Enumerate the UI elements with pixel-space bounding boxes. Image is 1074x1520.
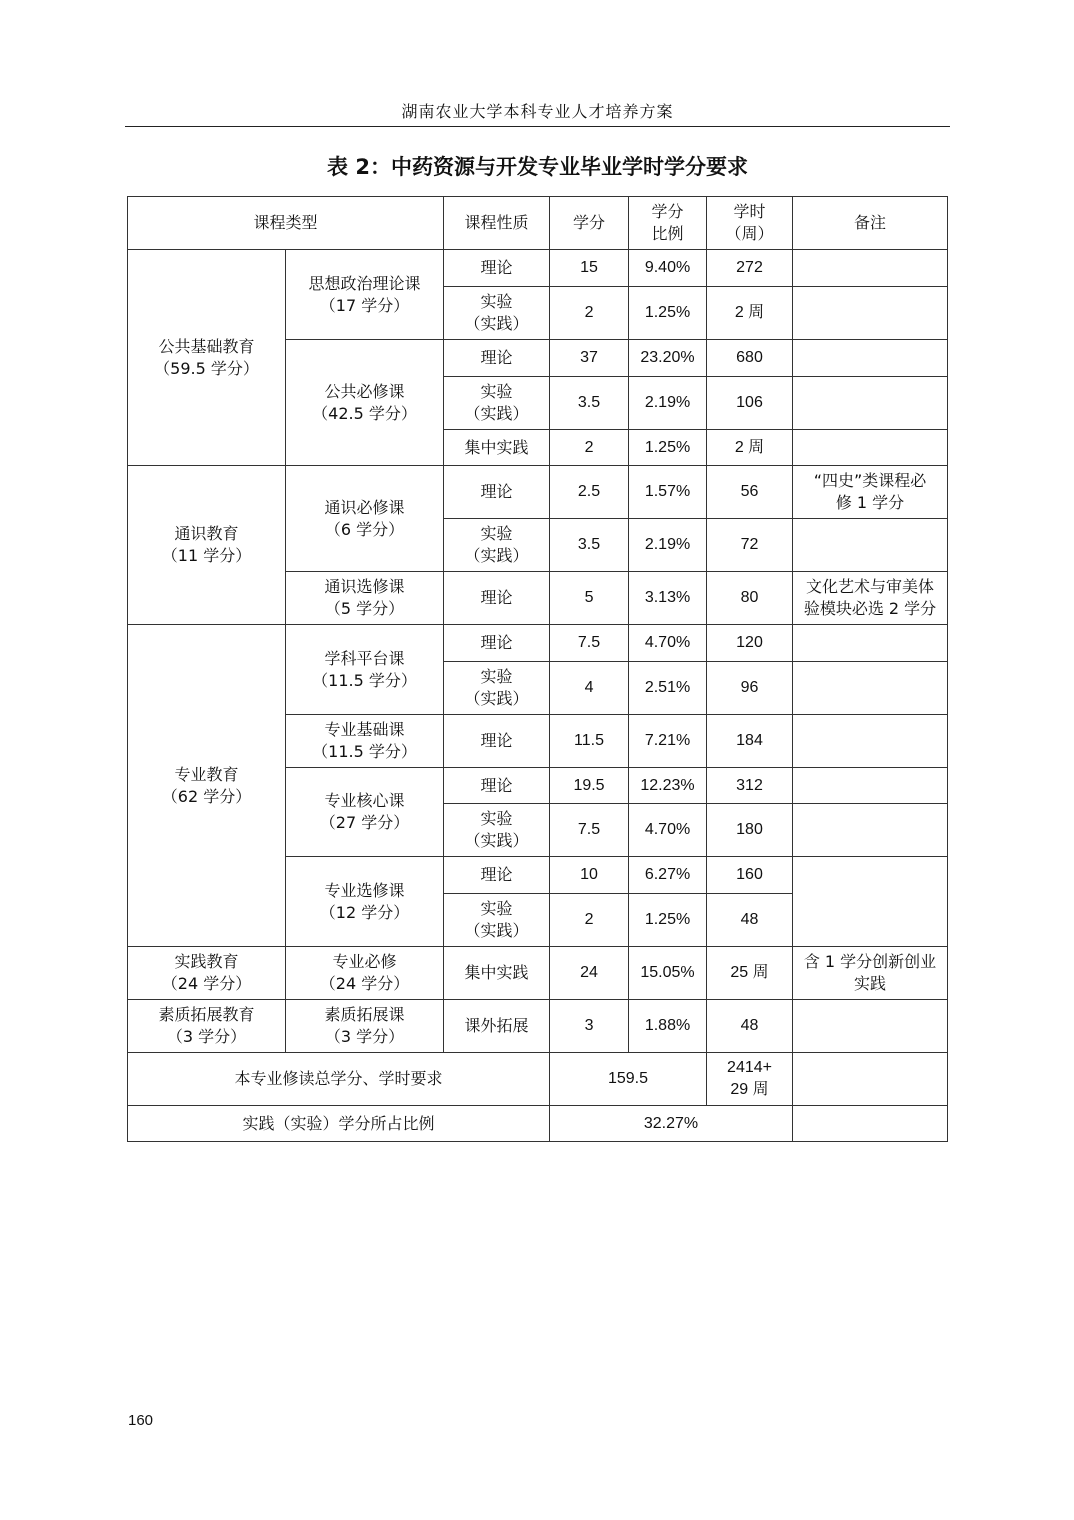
ratio-cell: 6.27%	[629, 857, 707, 894]
category-cell: 素质拓展教育 （3 学分）	[128, 1000, 286, 1053]
practice-ratio-label: 实践（实验）学分所占比例	[128, 1106, 550, 1142]
credits-cell: 2	[550, 287, 629, 340]
credits-cell: 37	[550, 340, 629, 377]
ratio-cell: 9.40%	[629, 250, 707, 287]
table-header-row	[128, 197, 948, 250]
note-cell	[793, 1106, 948, 1142]
credits-cell: 11.5	[550, 715, 629, 768]
nature-cell: 理论	[444, 572, 550, 625]
credits-cell: 24	[550, 947, 629, 1000]
hours-cell: 25 周	[707, 947, 793, 1000]
practice-ratio-row	[128, 1106, 948, 1142]
ratio-cell: 23.20%	[629, 340, 707, 377]
hours-cell: 80	[707, 572, 793, 625]
nature-cell: 集中实践	[444, 430, 550, 466]
subcategory-cell: 思想政治理论课 （17 学分）	[286, 250, 444, 340]
credits-cell: 3	[550, 1000, 629, 1053]
subcategory-cell: 公共必修课 （42.5 学分）	[286, 340, 444, 466]
ratio-cell: 1.25%	[629, 430, 707, 466]
page-number: 160	[128, 1412, 154, 1429]
hours-cell: 180	[707, 804, 793, 857]
subcategory-cell: 专业选修课 （12 学分）	[286, 857, 444, 947]
note-cell	[793, 715, 948, 768]
note-cell	[793, 287, 948, 340]
table-row	[128, 250, 948, 287]
note-cell	[793, 340, 948, 377]
nature-cell: 理论	[444, 768, 550, 804]
nature-cell: 课外拓展	[444, 1000, 550, 1053]
category-cell: 通识教育 （11 学分）	[128, 466, 286, 625]
subcategory-cell: 通识选修课 （5 学分）	[286, 572, 444, 625]
ratio-cell: 3.13%	[629, 572, 707, 625]
ratio-cell: 2.51%	[629, 662, 707, 715]
note-cell	[793, 804, 948, 857]
ratio-cell: 1.25%	[629, 287, 707, 340]
note-cell	[793, 430, 948, 466]
page-header: 湖南农业大学本科专业人才培养方案	[125, 98, 950, 127]
hours-cell: 272	[707, 250, 793, 287]
category-cell: 实践教育 （24 学分）	[128, 947, 286, 1000]
credits-cell: 4	[550, 662, 629, 715]
note-cell	[793, 625, 948, 662]
ratio-cell: 12.23%	[629, 768, 707, 804]
nature-cell: 理论	[444, 466, 550, 519]
note-cell	[793, 662, 948, 715]
table-row	[128, 947, 948, 1000]
hours-cell: 72	[707, 519, 793, 572]
ratio-cell: 2.19%	[629, 519, 707, 572]
credits-cell: 10	[550, 857, 629, 894]
credits-cell: 7.5	[550, 625, 629, 662]
header-credits: 学分	[550, 197, 629, 250]
category-cell: 专业教育 （62 学分）	[128, 625, 286, 947]
credits-cell: 2	[550, 430, 629, 466]
subcategory-cell: 学科平台课 （11.5 学分）	[286, 625, 444, 715]
subcategory-cell: 通识必修课 （6 学分）	[286, 466, 444, 572]
hours-cell: 184	[707, 715, 793, 768]
credits-cell: 3.5	[550, 519, 629, 572]
nature-cell: 理论	[444, 340, 550, 377]
credits-cell: 2	[550, 894, 629, 947]
note-cell	[793, 377, 948, 430]
note-cell	[793, 768, 948, 804]
nature-cell: 理论	[444, 715, 550, 768]
nature-cell: 实验 （实践）	[444, 519, 550, 572]
header-course-nature: 课程性质	[444, 197, 550, 250]
subcategory-cell: 素质拓展课 （3 学分）	[286, 1000, 444, 1053]
practice-ratio-value: 32.27%	[550, 1106, 793, 1142]
ratio-cell: 15.05%	[629, 947, 707, 1000]
note-cell	[793, 250, 948, 287]
ratio-cell: 7.21%	[629, 715, 707, 768]
ratio-cell: 2.19%	[629, 377, 707, 430]
credits-cell: 19.5	[550, 768, 629, 804]
total-row	[128, 1053, 948, 1106]
credits-cell: 7.5	[550, 804, 629, 857]
credits-cell: 3.5	[550, 377, 629, 430]
total-credits: 159.5	[550, 1053, 707, 1106]
hours-cell: 56	[707, 466, 793, 519]
note-cell: 含 1 学分创新创业 实践	[793, 947, 948, 1000]
hours-cell: 96	[707, 662, 793, 715]
nature-cell: 集中实践	[444, 947, 550, 1000]
hours-cell: 160	[707, 857, 793, 894]
credit-requirements-table	[127, 196, 948, 1142]
hours-cell: 48	[707, 1000, 793, 1053]
ratio-cell: 1.25%	[629, 894, 707, 947]
note-cell	[793, 1053, 948, 1106]
subcategory-cell: 专业核心课 （27 学分）	[286, 768, 444, 857]
hours-cell: 312	[707, 768, 793, 804]
nature-cell: 实验 （实践）	[444, 804, 550, 857]
note-cell	[793, 857, 948, 947]
note-cell: 文化艺术与审美体 验模块必选 2 学分	[793, 572, 948, 625]
nature-cell: 实验 （实践）	[444, 894, 550, 947]
hours-cell: 2 周	[707, 287, 793, 340]
nature-cell: 理论	[444, 250, 550, 287]
nature-cell: 实验 （实践）	[444, 287, 550, 340]
ratio-cell: 1.57%	[629, 466, 707, 519]
nature-cell: 理论	[444, 625, 550, 662]
category-cell: 公共基础教育 （59.5 学分）	[128, 250, 286, 466]
subcategory-cell: 专业必修 （24 学分）	[286, 947, 444, 1000]
ratio-cell: 4.70%	[629, 804, 707, 857]
note-cell: “四史”类课程必 修 1 学分	[793, 466, 948, 519]
note-cell	[793, 519, 948, 572]
hours-cell: 120	[707, 625, 793, 662]
hours-cell: 2 周	[707, 430, 793, 466]
credits-cell: 15	[550, 250, 629, 287]
hours-cell: 680	[707, 340, 793, 377]
table-row	[128, 625, 948, 662]
credits-cell: 2.5	[550, 466, 629, 519]
header-credit-ratio: 学分 比例	[629, 197, 707, 250]
nature-cell: 实验 （实践）	[444, 662, 550, 715]
header-note: 备注	[793, 197, 948, 250]
nature-cell: 理论	[444, 857, 550, 894]
table-row	[128, 466, 948, 519]
table-row	[128, 1000, 948, 1053]
hours-cell: 48	[707, 894, 793, 947]
total-hours: 2414+ 29 周	[707, 1053, 793, 1106]
table-title: 表 2：中药资源与开发专业毕业学时学分要求	[327, 155, 748, 179]
header-hours: 学时 （周）	[707, 197, 793, 250]
credits-cell: 5	[550, 572, 629, 625]
header-course-type: 课程类型	[128, 197, 444, 250]
ratio-cell: 4.70%	[629, 625, 707, 662]
note-cell	[793, 1000, 948, 1053]
subcategory-cell: 专业基础课 （11.5 学分）	[286, 715, 444, 768]
ratio-cell: 1.88%	[629, 1000, 707, 1053]
total-label: 本专业修读总学分、学时要求	[128, 1053, 550, 1106]
nature-cell: 实验 （实践）	[444, 377, 550, 430]
hours-cell: 106	[707, 377, 793, 430]
